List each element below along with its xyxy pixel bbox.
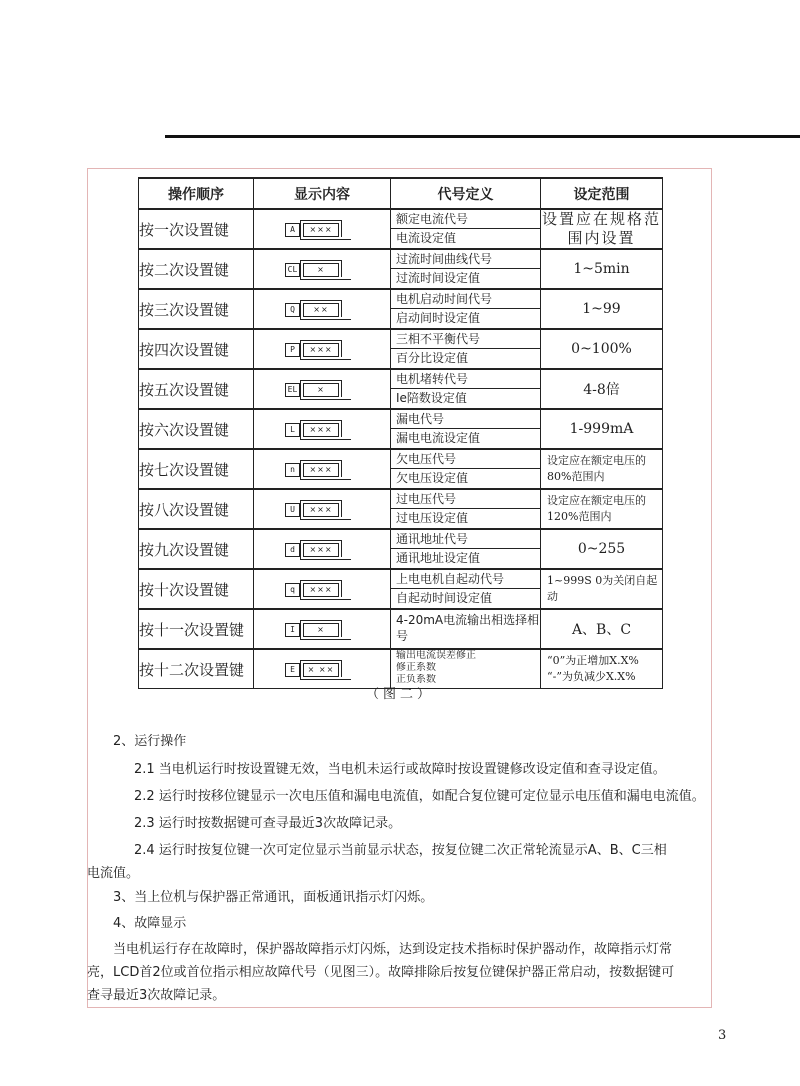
display-cell <box>254 409 391 449</box>
lcd-display-icon <box>285 619 351 641</box>
display-value: ××× <box>303 543 339 557</box>
display-value: × <box>303 623 339 637</box>
lcd-display-icon <box>285 499 351 521</box>
definition-line: 通讯地址设定值 <box>391 548 540 567</box>
lcd-display-icon <box>285 659 351 681</box>
definition-line: 漏电代号 <box>396 412 445 426</box>
header-cell: 显示内容 <box>254 178 391 209</box>
header-cell: 设定范围 <box>541 178 663 209</box>
display-code: P <box>285 343 300 357</box>
display-cell <box>254 529 391 569</box>
display-value: × <box>303 383 339 397</box>
settings-table <box>138 177 663 689</box>
display-value: ××× <box>303 423 339 437</box>
operation-cell: 按六次设置键 <box>139 409 254 449</box>
figure-caption: （图二） <box>365 687 434 702</box>
page-number: 3 <box>718 1028 727 1043</box>
lcd-display-icon <box>285 419 351 441</box>
display-code: I <box>285 623 300 637</box>
range-cell: “0”为正增加X.X% “-”为负减少X.X% <box>541 649 663 689</box>
definition-line: 自起动时间设定值 <box>391 588 540 607</box>
display-value: × ×× <box>303 663 339 677</box>
range-cell: 1~5min <box>541 249 663 289</box>
definition-line: 欠电压代号 <box>396 452 457 466</box>
display-code: U <box>285 503 300 517</box>
paragraph: 查寻最近3次故障记录。 <box>87 988 226 1003</box>
paragraph: 电流值。 <box>87 866 140 881</box>
paragraph: 当电机运行存在故障时，保护器故障指示灯闪烁，达到设定技术指标时保护器动作，故障指示灯常 <box>113 942 673 957</box>
table-row <box>139 209 663 249</box>
definition-cell <box>391 449 541 489</box>
lcd-display-icon <box>285 259 351 281</box>
definition-cell <box>391 609 541 649</box>
definition-line: 输出电流误差修正 <box>396 650 476 661</box>
operation-cell: 按九次设置键 <box>139 529 254 569</box>
definition-line: 百分比设定值 <box>391 348 540 367</box>
definition-line: 电机堵转代号 <box>396 372 469 386</box>
definition-line: 电流设定值 <box>391 228 540 247</box>
display-cell <box>254 249 391 289</box>
display-value: ×× <box>303 303 339 317</box>
display-cell <box>254 609 391 649</box>
definition-cell <box>391 369 541 409</box>
lcd-display-icon <box>285 459 351 481</box>
operation-cell: 按二次设置键 <box>139 249 254 289</box>
lcd-display-icon <box>285 219 351 241</box>
operation-cell: 按三次设置键 <box>139 289 254 329</box>
display-code: E <box>285 663 300 677</box>
display-code: d <box>285 543 300 557</box>
lcd-display-icon <box>285 579 351 601</box>
definition-line: 过电压设定值 <box>391 508 540 527</box>
table-row <box>139 249 663 289</box>
header-cell: 代号定义 <box>391 178 541 209</box>
range-cell: 设置应在规格范围内设置 <box>541 210 661 247</box>
operation-cell: 按五次设置键 <box>139 369 254 409</box>
range-cell: 设定应在额定电压的120%范围内 <box>541 489 663 529</box>
definition-line: 上电电机自起动代号 <box>396 572 505 586</box>
operation-cell: 按十一次设置键 <box>139 609 254 649</box>
table-row <box>139 529 663 569</box>
lcd-display-icon <box>285 339 351 361</box>
range-cell: 0~100% <box>541 329 663 369</box>
definition-line: 漏电电流设定值 <box>391 428 540 447</box>
display-cell <box>254 449 391 489</box>
header-rule <box>165 135 800 138</box>
display-code: q <box>285 583 300 597</box>
definition-line: 启动间时设定值 <box>391 308 540 327</box>
definition-line: 正负系数 <box>396 674 436 685</box>
definition-line: 过流时间曲线代号 <box>396 252 493 266</box>
paragraph: 亮，LCD首2位或首位指示相应故障代号（见图三）。故障排除后按复位键保护器正常启动，按数据键可 <box>87 965 675 980</box>
display-value: ××× <box>303 463 339 477</box>
definition-line: 通讯地址代号 <box>396 532 469 546</box>
display-cell <box>254 289 391 329</box>
display-cell <box>254 329 391 369</box>
operation-cell: 按十次设置键 <box>139 569 254 609</box>
operation-cell: 按十二次设置键 <box>139 649 254 689</box>
table-row <box>139 449 663 489</box>
display-cell <box>254 369 391 409</box>
definition-line: 欠电压设定值 <box>391 468 540 487</box>
table-row <box>139 569 663 609</box>
definition-cell <box>391 329 541 369</box>
definition-line: 额定电流代号 <box>396 212 469 226</box>
display-code: Q <box>285 303 300 317</box>
operation-cell: 按八次设置键 <box>139 489 254 529</box>
display-value: × <box>303 263 339 277</box>
header-cell: 操作顺序 <box>139 178 254 209</box>
section-heading: 4、故障显示 <box>113 916 187 931</box>
display-value: ××× <box>303 503 339 517</box>
paragraph: 2.3 运行时按数据键可查寻最近3次故障记录。 <box>134 816 402 831</box>
definition-line: 过流时间设定值 <box>391 268 540 287</box>
operation-cell: 按四次设置键 <box>139 329 254 369</box>
definition-line: 过电压代号 <box>396 492 457 506</box>
table-row <box>139 489 663 529</box>
range-cell: 设定应在额定电压的80%范围内 <box>541 449 663 489</box>
definition-cell <box>391 529 541 569</box>
display-value: ××× <box>303 223 339 237</box>
display-code: CL <box>285 263 300 277</box>
definition-cell <box>391 489 541 529</box>
table-row <box>139 409 663 449</box>
definition-cell <box>391 569 541 609</box>
paragraph: 3、当上位机与保护器正常通讯，面板通讯指示灯闪烁。 <box>113 890 434 905</box>
definition-cell <box>391 209 541 249</box>
table-row <box>139 329 663 369</box>
range-cell: A、B、C <box>541 609 663 649</box>
table-header-row <box>139 178 663 209</box>
table-row <box>139 369 663 409</box>
display-code: n <box>285 463 300 477</box>
table-row <box>139 609 663 649</box>
display-cell <box>254 209 391 249</box>
definition-line: 三相不平衡代号 <box>396 332 481 346</box>
section-heading: 2、运行操作 <box>113 734 187 749</box>
definition-line: Ie陪数设定值 <box>391 388 540 407</box>
lcd-display-icon <box>285 539 351 561</box>
range-cell: 1~99 <box>541 289 663 329</box>
display-cell <box>254 489 391 529</box>
definition-cell <box>391 289 541 329</box>
display-code: A <box>285 223 300 237</box>
range-cell: 1-999mA <box>541 409 663 449</box>
definition-cell <box>391 249 541 289</box>
paragraph: 2.4 运行时按复位键一次可定位显示当前显示状态，按复位键二次正常轮流显示A、B、C三相 <box>134 843 667 858</box>
range-cell: 4-8倍 <box>541 369 663 409</box>
definition-line: 修正系数 <box>396 662 436 673</box>
display-code: L <box>285 423 300 437</box>
range-cell: 1~999S 0为关闭自起动 <box>541 569 663 609</box>
display-value: ××× <box>303 583 339 597</box>
definition-line: 4-20mA电流输出相选择相号 <box>396 613 540 643</box>
display-value: ××× <box>303 343 339 357</box>
operation-cell: 按七次设置键 <box>139 449 254 489</box>
display-cell <box>254 569 391 609</box>
operation-cell: 按一次设置键 <box>139 209 254 249</box>
range-cell: 0~255 <box>541 529 663 569</box>
paragraph: 2.1 当电机运行时按设置键无效，当电机未运行或故障时按设置键修改设定值和查寻设定值。 <box>134 762 666 777</box>
lcd-display-icon <box>285 379 351 401</box>
definition-cell <box>391 409 541 449</box>
lcd-display-icon <box>285 299 351 321</box>
display-code: EL <box>285 383 300 397</box>
table-row <box>139 289 663 329</box>
definition-line: 电机启动时间代号 <box>396 292 493 306</box>
paragraph: 2.2 运行时按移位键显示一次电压值和漏电电流值，如配合复位键可定位显示电压值和漏电电流值。 <box>134 789 705 804</box>
